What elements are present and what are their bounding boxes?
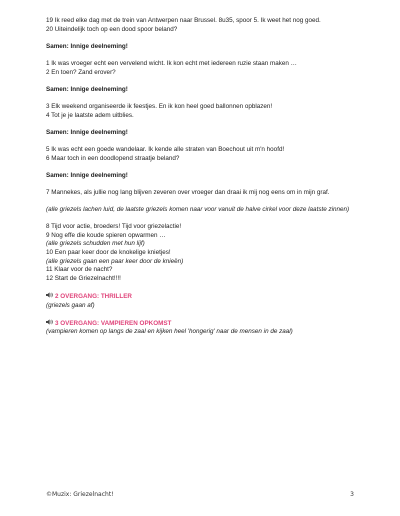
- footer-copyright: ©Muzix: Griezelnacht!: [46, 491, 114, 498]
- transition-title: 3 OVERGANG: VAMPIEREN OPKOMST: [55, 319, 172, 327]
- script-line: 10 Een paar keer door de knokelige knietjes!: [46, 249, 171, 257]
- stage-direction: (alle griezels gaan een paar keer door de knieën): [46, 257, 184, 265]
- script-line: 5 Ik was echt een goede wandelaar. Ik kende alle straten van Boechout uit m'n hoofd!: [46, 145, 285, 153]
- chorus-line: Samen: Innige deelneming!: [46, 42, 128, 50]
- stage-direction: (alle griezels schudden met hun lijf): [46, 240, 145, 248]
- script-line: 11 Klaar voor de nacht?: [46, 266, 113, 274]
- chorus-line: Samen: Innige deelneming!: [46, 171, 128, 179]
- script-line: 8 Tijd voor actie, broeders! Tijd voor griezelactie!: [46, 223, 182, 231]
- script-line: 3 Elk weekend organiseerde ik feestjes. En ik kon heel goed ballonnen opblazen!: [46, 102, 273, 110]
- script-line: 19 Ik reed elke dag met de trein van Antwerpen naar Brussel. 8u35, spoor 5. Ik weet het nog goed.: [46, 17, 321, 24]
- script-line: 12 Start de Griezelnacht!!!!: [46, 274, 121, 282]
- script-line: 9 Nog effe die koude spieren opwarmen …: [46, 231, 166, 239]
- speaker-icon: [46, 292, 54, 302]
- stage-direction: (vampieren komen op langs de zaal en kijken heel 'hongerig' naar de mensen in de zaal): [46, 328, 293, 336]
- script-line: 7 Mannekes, als jullie nog lang blijven zeveren over vroeger dan draai ik mij nog eens om in mijn graf.: [46, 188, 330, 196]
- script-line: 1 Ik was vroeger echt een vervelend wicht. Ik kon echt met iedereen ruzie staan maken …: [46, 59, 297, 67]
- speaker-icon: [46, 319, 54, 329]
- script-line: 6 Maar toch in een doodlopend straatje beland?: [46, 154, 180, 162]
- script-line: 4 Tot je je laatste adem uitblies.: [46, 111, 134, 119]
- script-line: 2 En toen? Zand erover?: [46, 68, 116, 76]
- page-footer: [46, 491, 354, 499]
- stage-direction: (alle griezels lachen luid, de laatste griezels komen naar voor vanuit de halve cirkel voor deze laatste zinnen): [46, 206, 350, 214]
- transition-heading: [46, 292, 364, 302]
- page-number: 3: [350, 491, 354, 498]
- chorus-line: Samen: Innige deelneming!: [46, 85, 128, 93]
- stage-direction: (griezels gaan af): [46, 301, 95, 309]
- script-line: 20 Uiteindelijk toch op een dood spoor beland?: [46, 25, 178, 33]
- transition-title: 2 OVERGANG: THRILLER: [55, 293, 132, 300]
- script-body: [46, 17, 364, 337]
- chorus-line: Samen: Innige deelneming!: [46, 128, 128, 136]
- transition-heading: [46, 319, 364, 329]
